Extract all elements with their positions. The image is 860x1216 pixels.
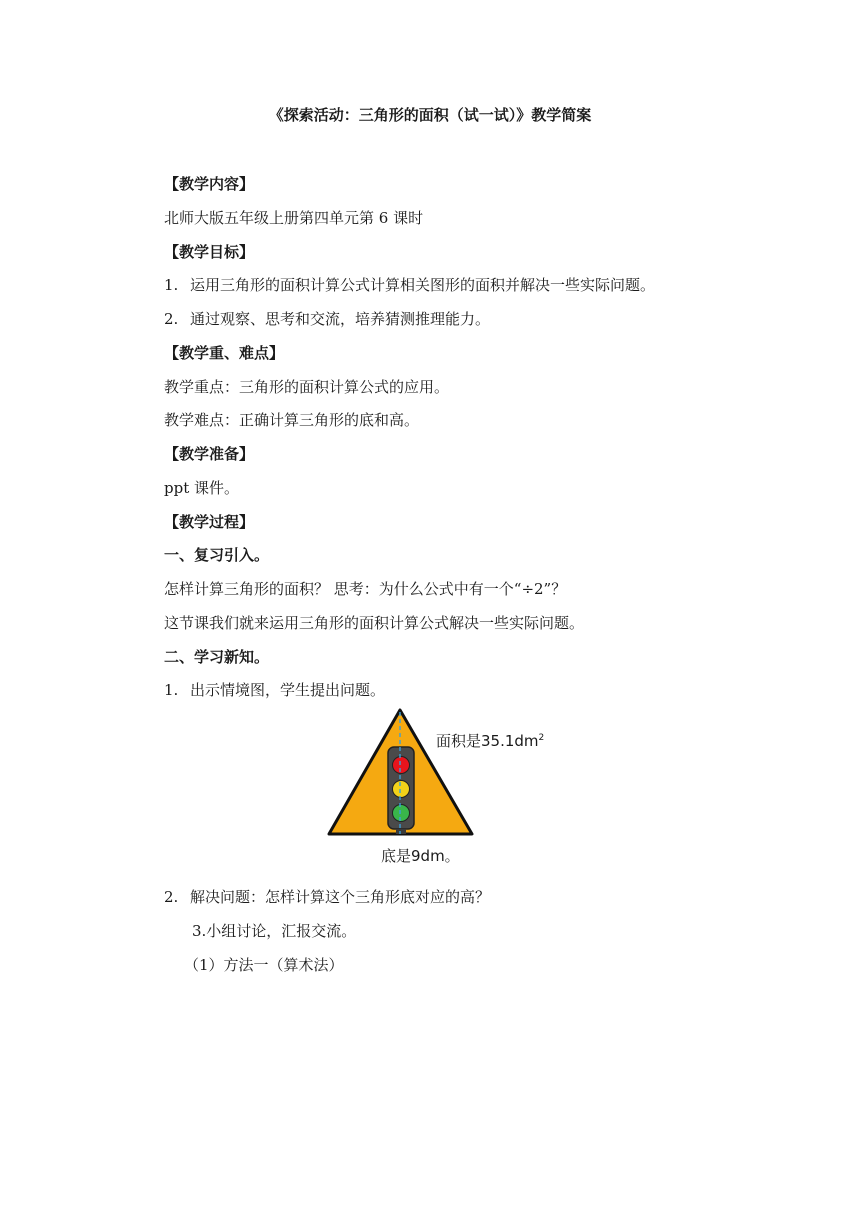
traffic-light-triangle-figure: [320, 706, 560, 870]
step-number: 1.: [164, 681, 179, 699]
step-1: [164, 679, 385, 701]
goal-text: 运用三角形的面积计算公式计算相关图形的面积并解决一些实际问题。: [190, 276, 656, 294]
red-light-icon: [393, 757, 410, 774]
key-heading: 【教学重、难点】: [164, 344, 285, 362]
goal-item-1: [164, 274, 655, 296]
process-heading: 【教学过程】: [164, 513, 255, 531]
goal-item-2: [164, 308, 490, 330]
step-text: 出示情境图，学生提出问题。: [190, 681, 386, 699]
base-label: 底是9dm。: [381, 847, 460, 865]
content-text: 北师大版五年级上册第四单元第 6 课时: [164, 209, 424, 227]
green-light-icon: [393, 805, 410, 822]
review-heading: 一、复习引入。: [164, 546, 270, 564]
review-question: 怎样计算三角形的面积？ 思考：为什么公式中有一个“÷2”？: [164, 580, 567, 598]
prep-heading: 【教学准备】: [164, 445, 255, 463]
yellow-light-icon: [393, 781, 410, 798]
area-label: 面积是$35.1dm^2$: [436, 732, 545, 750]
step-number: 2.: [164, 888, 179, 906]
step-text: 解决问题：怎样计算这个三角形底对应的高？: [190, 888, 491, 906]
page-title: 《探索活动：三角形的面积（试一试）》教学简案: [268, 106, 592, 124]
goal-number: 2.: [164, 310, 179, 328]
step-3: 3.小组讨论，汇报交流。: [192, 922, 357, 940]
goals-heading: 【教学目标】: [164, 243, 255, 261]
content-heading: 【教学内容】: [164, 175, 255, 193]
goal-number: 1.: [164, 276, 179, 294]
key-point: 教学重点：三角形的面积计算公式的应用。: [164, 378, 450, 396]
new-heading: 二、学习新知。: [164, 648, 270, 666]
difficult-point: 教学难点：正确计算三角形的底和高。: [164, 411, 420, 429]
traffic-light-pole: [396, 829, 406, 834]
method-1: （1）方法一（算术法）: [184, 956, 344, 974]
step-2: [164, 886, 490, 908]
goal-text: 通过观察、思考和交流，培养猜测推理能力。: [190, 310, 491, 328]
review-text: 这节课我们就来运用三角形的面积计算公式解决一些实际问题。: [164, 614, 585, 632]
prep-text: ppt 课件。: [164, 479, 240, 497]
